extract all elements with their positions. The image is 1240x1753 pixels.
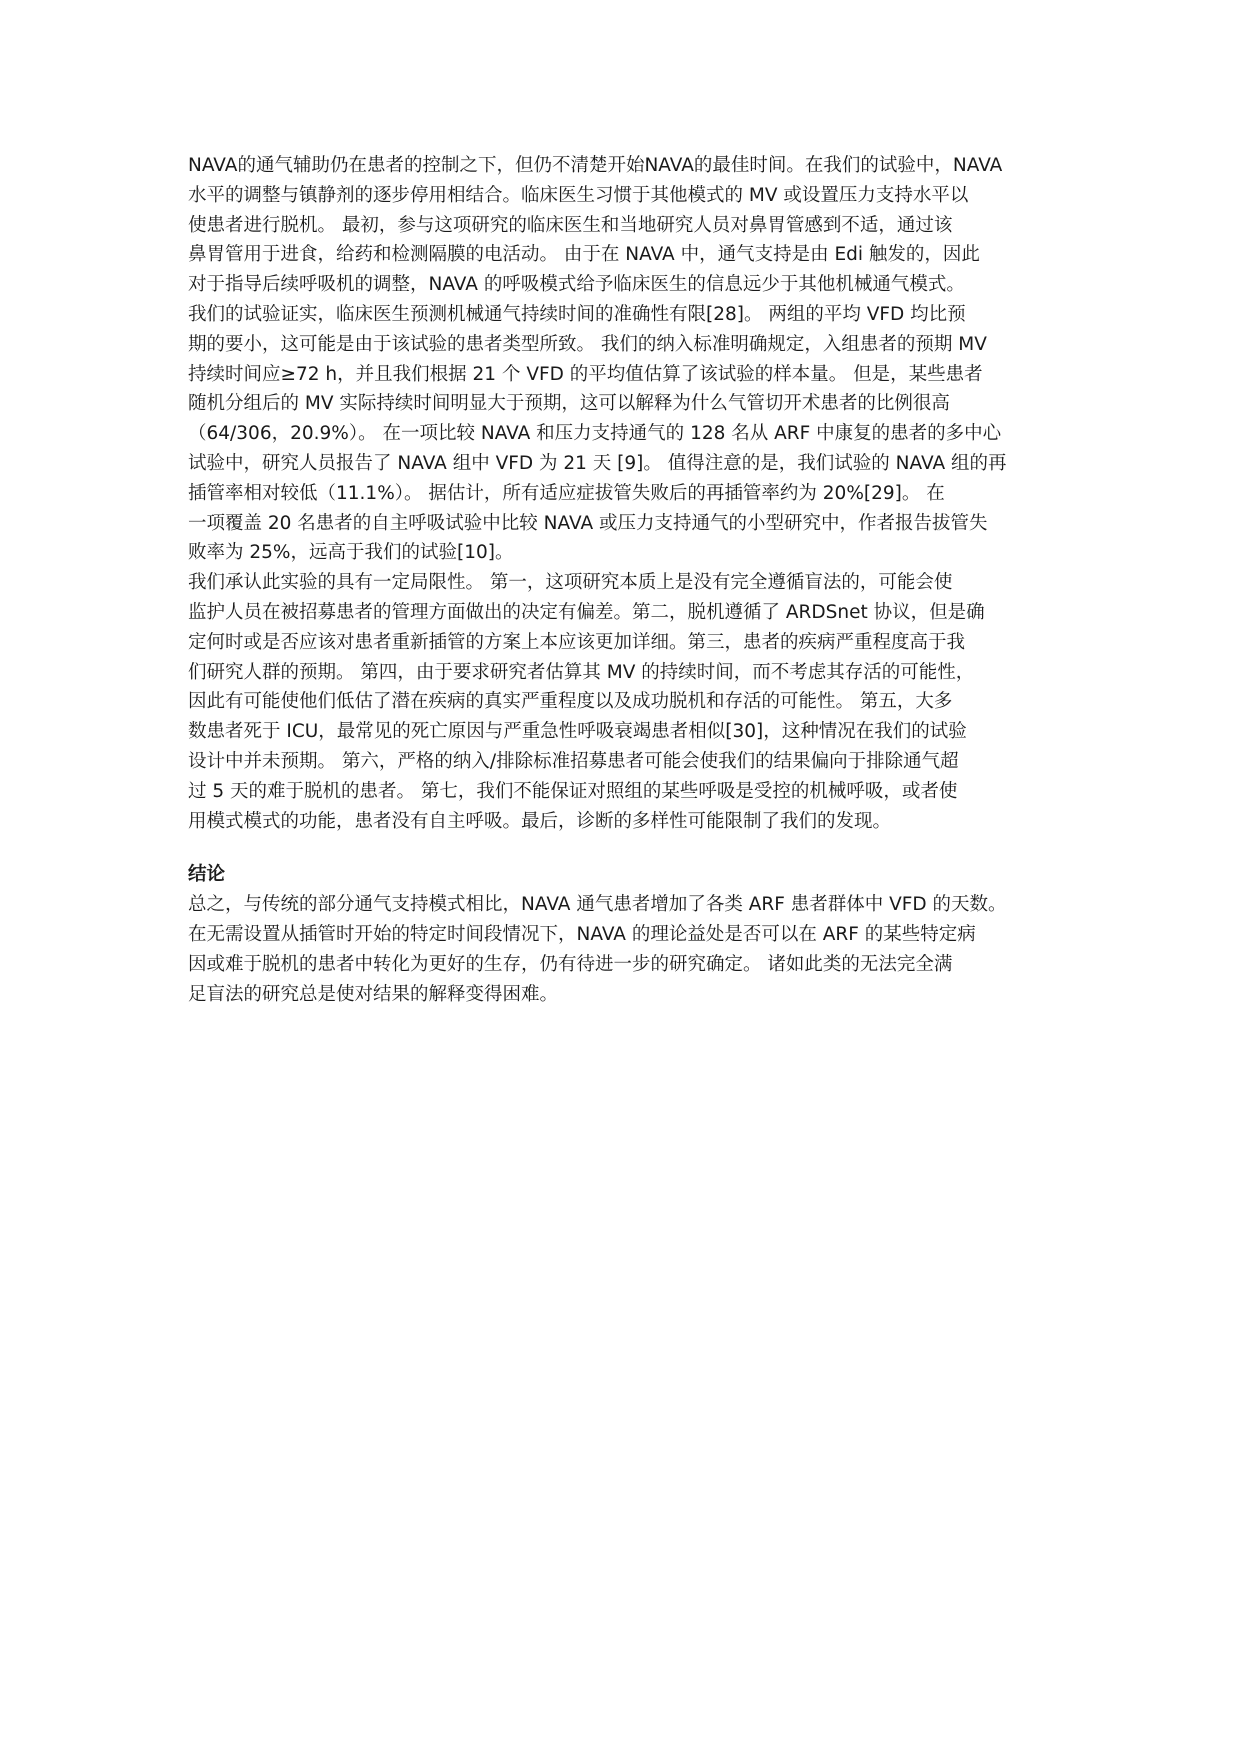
- text-line: 们研究人群的预期。 第四，由于要求研究者估算其 MV 的持续时间，而不考虑其存活的可能性，: [188, 661, 975, 683]
- discussion-paragraph-1: [188, 151, 1068, 568]
- text-line: 因此有可能使他们低估了潜在疾病的真实严重程度以及成功脱机和存活的可能性。 第五，大多: [188, 691, 953, 713]
- text-line: 总之，与传统的部分通气支持模式相比，NAVA 通气患者增加了各类 ARF 患者群体中 VFD 的天数。: [188, 894, 1007, 916]
- text-line: 过 5 天的难于脱机的患者。 第七，我们不能保证对照组的某些呼吸是受控的机械呼吸，或者使: [188, 780, 958, 802]
- text-line: 使患者进行脱机。 最初，参与这项研究的临床医生和当地研究人员对鼻胃管感到不适，通过该: [188, 214, 953, 236]
- text-line: 插管率相对较低（11.1%）。 据估计，所有适应症拔管失败后的再插管率约为 20%[29]。 在: [188, 482, 945, 504]
- conclusion-heading: 结论: [188, 864, 226, 886]
- text-line: 我们承认此实验的具有一定局限性。 第一，这项研究本质上是没有完全遵循盲法的，可能会使: [188, 572, 953, 594]
- text-line: 在无需设置从插管时开始的特定时间段情况下，NAVA 的理论益处是否可以在 ARF 的某些特定病: [188, 923, 976, 945]
- limitations-paragraph: [188, 568, 1068, 836]
- text-line: 试验中，研究人员报告了 NAVA 组中 VFD 为 21 天 [9]。 值得注意的是，我们试验的 NAVA 组的再: [188, 452, 1007, 474]
- document-body: [188, 151, 1068, 1009]
- text-line: 监护人员在被招募患者的管理方面做出的决定有偏差。第二，脱机遵循了 ARDSnet 协议，但是确: [188, 601, 985, 623]
- text-line: （64/306，20.9%）。 在一项比较 NAVA 和压力支持通气的 128 名从 ARF 中康复的患者的多中心: [188, 423, 1002, 445]
- text-line: 足盲法的研究总是使对结果的解释变得困难。: [188, 983, 559, 1005]
- text-line: 持续时间应≥72 h，并且我们根据 21 个 VFD 的平均值估算了该试验的样本量。 但是，某些患者: [188, 363, 983, 385]
- conclusion-paragraph: [188, 890, 1068, 1009]
- text-line: 用模式模式的功能，患者没有自主呼吸。最后，诊断的多样性可能限制了我们的发现。: [188, 810, 892, 832]
- text-line: 我们的试验证实，临床医生预测机械通气持续时间的准确性有限[28]。 两组的平均 VFD 均比预: [188, 303, 966, 325]
- section-gap: [188, 836, 1068, 860]
- text-line: 期的要小，这可能是由于该试验的患者类型所致。 我们的纳入标准明确规定，入组患者的预期 MV: [188, 333, 987, 355]
- text-line: 败率为 25%，远高于我们的试验[10]。: [188, 542, 514, 564]
- text-line: 水平的调整与镇静剂的逐步停用相结合。临床医生习惯于其他模式的 MV 或设置压力支持水平以: [188, 184, 969, 206]
- text-line: 随机分组后的 MV 实际持续时间明显大于预期，这可以解释为什么气管切开术患者的比例很高: [188, 393, 950, 415]
- text-line: 设计中并未预期。 第六，严格的纳入/排除标准招募患者可能会使我们的结果偏向于排除通气超: [188, 750, 959, 772]
- text-line: 因或难于脱机的患者中转化为更好的生存，仍有待进一步的研究确定。 诸如此类的无法完全满: [188, 953, 953, 975]
- text-line: 对于指导后续呼吸机的调整，NAVA 的呼吸模式给予临床医生的信息远少于其他机械通气模式。: [188, 274, 965, 296]
- text-line: 定何时或是否应该对患者重新插管的方案上本应该更加详细。第三，患者的疾病严重程度高于我: [188, 631, 966, 653]
- text-line: NAVA的通气辅助仍在患者的控制之下，但仍不清楚开始NAVA的最佳时间。在我们的试验中，NAVA: [188, 155, 1003, 176]
- text-line: 一项覆盖 20 名患者的自主呼吸试验中比较 NAVA 或压力支持通气的小型研究中，作者报告拔管失: [188, 512, 988, 534]
- text-line: 数患者死于 ICU，最常见的死亡原因与严重急性呼吸衰竭患者相似[30]，这种情况在我们的试验: [188, 721, 967, 743]
- text-line: 鼻胃管用于进食，给药和检测隔膜的电活动。 由于在 NAVA 中，通气支持是由 Edi 触发的，因此: [188, 244, 980, 266]
